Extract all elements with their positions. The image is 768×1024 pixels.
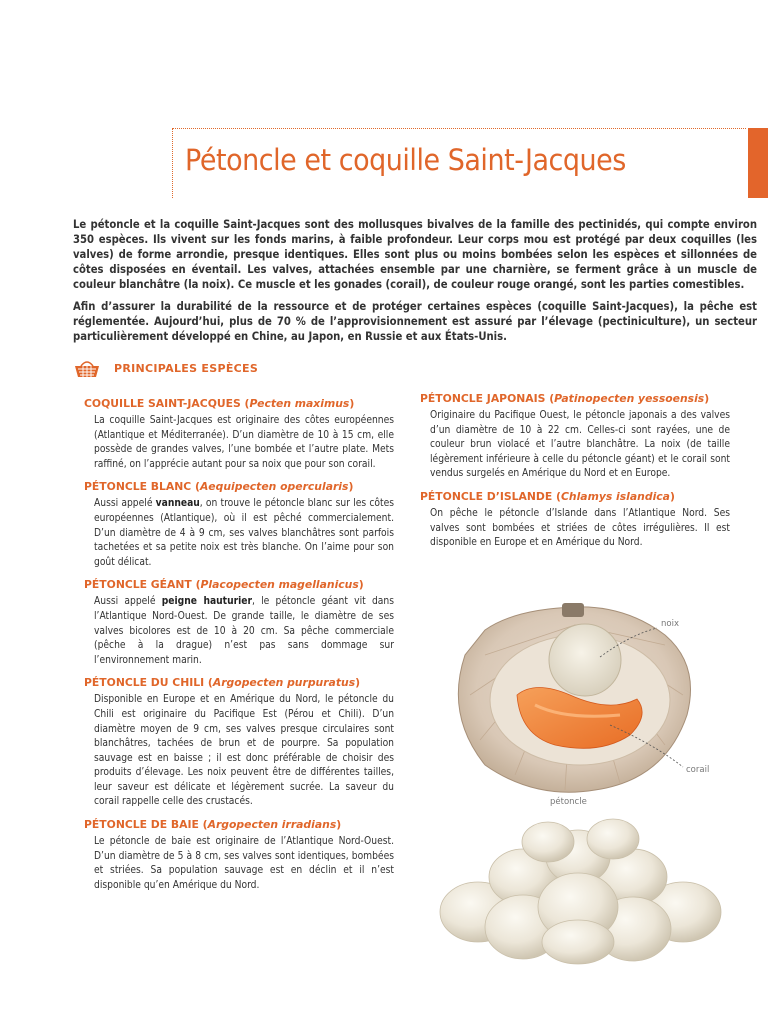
species-latin: Pecten maximus [249,397,350,410]
species-latin: Argopecten irradians [207,818,337,832]
species-name: PÉTONCLE JAPONAIS (Patinopecten yessoensis) [420,392,710,405]
basket-icon [74,358,100,378]
species-latin: Chlamys islandica [560,489,670,503]
species-name: PÉTONCLE BLANC (Aequipecten opercularis) [84,480,354,494]
section-title: PRINCIPALES ESPÈCES [114,361,259,375]
orange-tab [748,128,768,198]
title-box [172,128,746,198]
species-name: PÉTONCLE D’ISLANDE (Chlamys islandica) [420,489,675,503]
page-title: Pétoncle et coquille Saint-Jacques [185,143,626,177]
species-description: La coquille Saint-Jacques est originaire des côtes européennes (Atlantique et Méditerranée). D’un diamètre de 10 à 15 cm, elle possède de grandes valves, l’une bombée et l’autre plate. Mets raffiné, on l’apprécie autant pour sa noix que pour son corail. [94,415,394,470]
species-entry [420,392,730,482]
species-column-left [84,397,394,901]
scallop-meats-photo [428,817,728,967]
species-description: Disponible en Europe et en Amérique du Nord, le pétoncle du Chili est originaire du Pacifique Est (Pérou et Chili). D’un diamètre moyen de 9 cm, ses valves presque circulaires sont blanchâtres, tachées de brun et de pourpre. Sa population sauvage est en baisse ; il est donc préférable de choisir des produits d’élevage. Les noix peuvent être de différentes tailles, leur saveur est délicate et légèrement sucrée. La saveur du corail rappelle celle des crustacés. [94,694,394,808]
species-entry [84,676,394,810]
species-column-right [420,392,730,559]
species-description: Originaire du Pacifique Ouest, le pétoncle japonais a des valves d’un diamètre de 10 à 22 cm. Celles-ci sont rayées, une de couleur brun violacé et l’autre blanchâtre. La noix (de taille légèrement inférieure à celle du pétoncle géant) et le corail sont vendus surgelés en Amérique du Nord et en Europe. [430,410,730,480]
species-entry [84,818,394,893]
species-name: PÉTONCLE GÉANT (Placopecten magellanicus) [84,578,364,592]
species-description: Aussi appelé vanneau, on trouve le pétoncle blanc sur les côtes européennes (Atlantique), où il est pêché commercialement. D’un diamètre de 4 à 9 cm, ses valves blanchâtres sont parfois tachetées et sa petite noix est très blanche. On l’aime pour son goût délicat. [94,498,394,568]
species-name: PÉTONCLE DU CHILI (Argopecten purpuratus) [84,676,361,690]
species-name: PÉTONCLE DE BAIE (Argopecten irradians) [84,818,342,832]
species-entry [420,490,730,551]
species-latin: Aequipecten opercularis [199,480,349,494]
species-description: Le pétoncle de baie est originaire de l’Atlantique Nord-Ouest. D’un diamètre de 5 à 8 cm, ses valves sont identiques, bombées et striées. Sa population sauvage est en déclin et il n’est disponible qu’en Amérique du Nord. [94,836,394,891]
label-noix: noix [661,619,679,629]
intro [73,217,757,344]
intro-paragraph-1: Le pétoncle et la coquille Saint-Jacques sont des mollusques bivalves de la famille des pectinidés, qui compte environ 350 espèces. Ils vivent sur les fonds marins, à faible profondeur. Leur corps mou est protégé par deux coquilles (les valves) de forme arrondie, presque identiques. Elles sont plus ou moins bombées selon les espèces et sillonnées de côtes disposées en éventail. Les valves, attachées ensemble par une charnière, se ferment grâce à un muscle de couleur blanchâtre (la noix). Ce muscle et les gonades (corail), de couleur rouge orangé, sont les parties comestibles. [73,218,757,291]
species-latin: Patinopecten yessoensis [554,392,705,405]
species-entry [84,397,394,472]
species-latin: Argopecten purpuratus [212,676,356,690]
species-entry [84,480,394,570]
caption-petoncle: pétoncle [550,797,587,807]
species-description: On pêche le pétoncle d’Islande dans l’Atlantique Nord. Ses valves sont bombées et striées de côtes irrégulières. Il est disponible en Europe et en Amérique du Nord. [430,507,730,549]
scallop-illustration [425,595,725,800]
species-name: COQUILLE SAINT-JACQUES (Pecten maximus) [84,397,355,410]
section-heading [74,358,258,378]
label-corail: corail [686,765,710,775]
species-entry [84,578,394,668]
species-latin: Placopecten magellanicus [200,578,359,592]
intro-paragraph-2: Afin d’assurer la durabilité de la ressource et de protéger certaines espèces (coquille Saint-Jacques), la pêche est réglementée. Aujourd’hui, plus de 70 % de l’approvisionnement est assuré par l’élevage (pectiniculture), un secteur particulièrement développé en Chine, au Japon, en Russie et aux États-Unis. [73,300,757,343]
species-description: Aussi appelé peigne hauturier, le pétoncle géant vit dans l’Atlantique Nord-Ouest. De grande taille, le diamètre de ses valves bicolores est de 10 à 20 cm. Sa pêche commerciale (pêche à la drague) n’est pas sans dommage sur l’environnement marin. [94,596,394,666]
